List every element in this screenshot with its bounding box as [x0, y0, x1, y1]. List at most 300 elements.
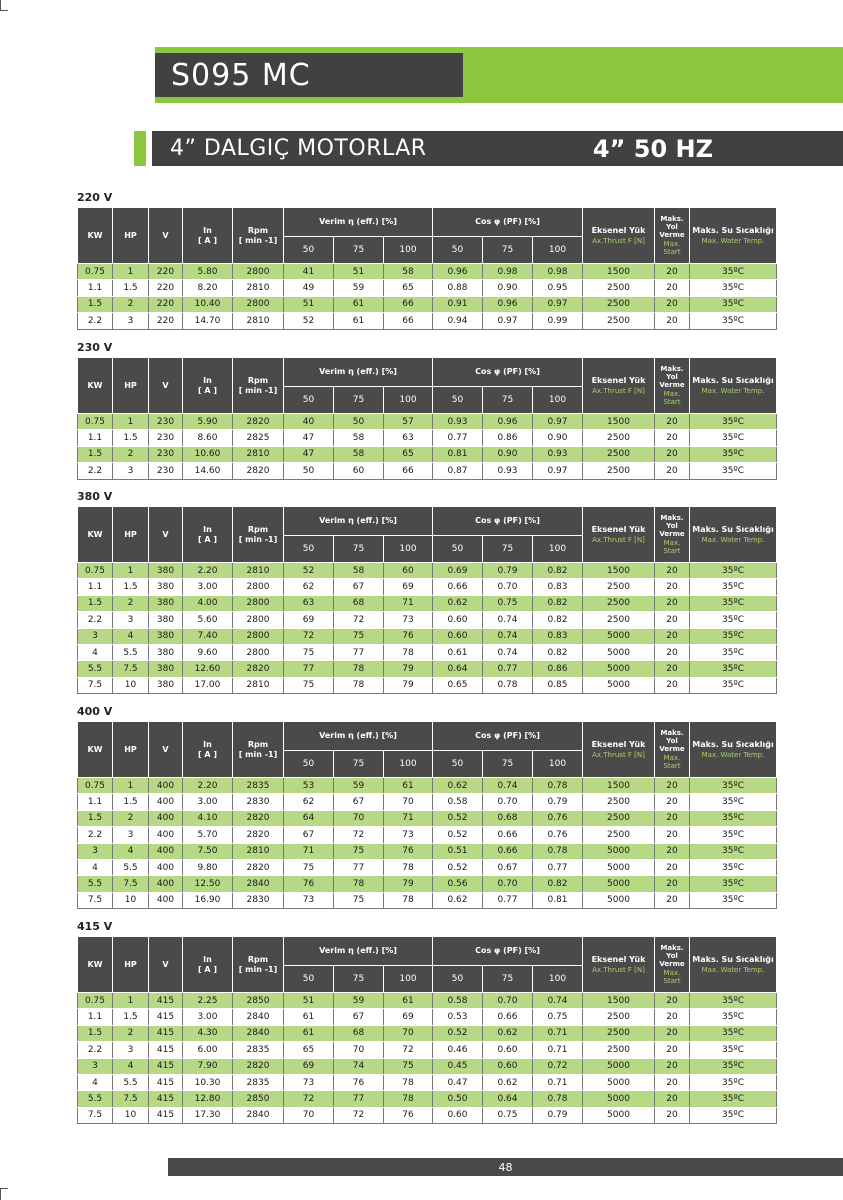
- col-load-100: 100: [384, 751, 433, 778]
- table-cell: 20: [655, 661, 690, 677]
- table-cell: 2850: [233, 1091, 284, 1107]
- table-cell: 0.97: [533, 414, 583, 430]
- table-cell: 35ºC: [690, 595, 777, 611]
- table-cell: 20: [655, 1058, 690, 1074]
- table-cell: 0.60: [433, 612, 483, 628]
- table-cell: 20: [655, 595, 690, 611]
- table-cell: 57: [384, 414, 433, 430]
- col-water-temp: [690, 507, 777, 563]
- table-cell: 53: [284, 778, 334, 794]
- table-cell: 51: [334, 264, 384, 280]
- col-load-100: 100: [533, 237, 583, 264]
- table-cell: 0.77: [483, 661, 533, 677]
- table-cell: 0.90: [533, 430, 583, 446]
- col-thrust-en: Ax.Thrust F [N]: [592, 236, 645, 245]
- table-cell: 0.66: [483, 1009, 533, 1025]
- table-cell: 0.94: [433, 313, 483, 329]
- table-cell: 59: [334, 993, 384, 1009]
- table-cell: 3: [113, 827, 149, 843]
- col-start-en: Max. Start: [663, 968, 681, 985]
- spec-table: [77, 506, 777, 694]
- table-cell: 0.72: [533, 1058, 583, 1074]
- table-cell: 52: [284, 313, 334, 329]
- col-load-50: 50: [284, 751, 334, 778]
- table-cell: 75: [384, 1058, 433, 1074]
- table-cell: 0.93: [533, 446, 583, 462]
- table-cell: 2800: [233, 264, 284, 280]
- table-cell: 73: [284, 1074, 334, 1090]
- table-cell: 66: [384, 313, 433, 329]
- col-load-50: 50: [433, 237, 483, 264]
- table-cell: 49: [284, 280, 334, 296]
- table-cell: 2820: [233, 810, 284, 826]
- col-start-en: Max. Start: [663, 753, 681, 770]
- table-cell: 0.70: [483, 794, 533, 810]
- table-cell: 35ºC: [690, 677, 777, 693]
- col-load-100: 100: [533, 387, 583, 414]
- col-load-100: 100: [384, 387, 433, 414]
- col-thrust-tr: Eksenel Yük: [591, 226, 646, 236]
- table-cell: 9.60: [183, 644, 233, 660]
- table-cell: 35ºC: [690, 661, 777, 677]
- table-cell: 2500: [583, 612, 655, 628]
- table-cell: 0.60: [433, 1107, 483, 1123]
- col-rpm-unit: [ min -1]: [238, 964, 278, 974]
- table-cell: 7.5: [113, 661, 149, 677]
- table-cell: 0.90: [483, 446, 533, 462]
- col-load-75: 75: [334, 536, 384, 563]
- crop-mark-top-h: [0, 10, 8, 11]
- table-cell: 35ºC: [690, 1074, 777, 1090]
- table-cell: 20: [655, 794, 690, 810]
- table-cell: 415: [149, 1091, 183, 1107]
- col-load-50: 50: [433, 966, 483, 993]
- table-cell: 2810: [233, 313, 284, 329]
- table-cell: 72: [334, 612, 384, 628]
- table-row: [78, 1107, 777, 1123]
- col-hp: HP: [113, 358, 149, 414]
- table-cell: 5000: [583, 661, 655, 677]
- table-cell: 52: [284, 563, 334, 579]
- table-cell: 2.2: [78, 463, 113, 479]
- table-cell: 35ºC: [690, 579, 777, 595]
- table-cell: 1.1: [78, 1009, 113, 1025]
- table-cell: 35ºC: [690, 993, 777, 1009]
- table-cell: 0.61: [433, 644, 483, 660]
- col-water-tr: Maks. Su Sıcaklığı: [692, 955, 774, 965]
- col-rpm-unit: [ min -1]: [238, 385, 278, 395]
- table-cell: 0.71: [533, 1042, 583, 1058]
- table-cell: 2.2: [78, 1042, 113, 1058]
- table-cell: 75: [284, 677, 334, 693]
- table-cell: 5000: [583, 1091, 655, 1107]
- table-cell: 230: [149, 430, 183, 446]
- table-cell: 0.87: [433, 463, 483, 479]
- table-cell: 7.5: [113, 1091, 149, 1107]
- table-cell: 67: [334, 1009, 384, 1025]
- table-cell: 2840: [233, 1107, 284, 1123]
- col-in-label: In: [203, 376, 212, 386]
- table-cell: 2820: [233, 859, 284, 875]
- table-cell: 1.1: [78, 579, 113, 595]
- table-cell: 220: [149, 296, 183, 312]
- col-v: V: [149, 937, 183, 993]
- table-cell: 5.70: [183, 827, 233, 843]
- table-cell: 66: [384, 296, 433, 312]
- table-cell: 0.93: [483, 463, 533, 479]
- col-load-75: 75: [483, 387, 533, 414]
- table-cell: 50: [334, 414, 384, 430]
- col-power-factor: Cos φ (PF) [%]: [433, 208, 583, 237]
- table-cell: 400: [149, 778, 183, 794]
- spec-table: [77, 357, 777, 480]
- table-cell: 0.90: [483, 280, 533, 296]
- col-in: [183, 507, 233, 563]
- col-load-75: 75: [334, 387, 384, 414]
- table-cell: 2835: [233, 778, 284, 794]
- table-cell: 400: [149, 876, 183, 892]
- table-cell: 40: [284, 414, 334, 430]
- col-thrust-tr: Eksenel Yük: [591, 740, 646, 750]
- table-cell: 79: [384, 677, 433, 693]
- table-cell: 2500: [583, 296, 655, 312]
- table-cell: 4: [113, 628, 149, 644]
- table-row: [78, 1091, 777, 1107]
- table-cell: 35ºC: [690, 1091, 777, 1107]
- table-cell: 0.82: [533, 644, 583, 660]
- table-cell: 415: [149, 993, 183, 1009]
- table-cell: 415: [149, 1074, 183, 1090]
- table-cell: 2500: [583, 579, 655, 595]
- col-rpm-unit: [ min -1]: [238, 749, 278, 759]
- col-start-en: Max. Start: [663, 389, 681, 406]
- table-cell: 61: [334, 313, 384, 329]
- spec-table: [77, 721, 777, 909]
- table-cell: 3: [78, 1058, 113, 1074]
- table-cell: 0.46: [433, 1042, 483, 1058]
- table-cell: 35ºC: [690, 843, 777, 859]
- table-cell: 20: [655, 859, 690, 875]
- table-cell: 20: [655, 843, 690, 859]
- table-cell: 16.90: [183, 892, 233, 908]
- table-cell: 58: [384, 264, 433, 280]
- col-efficiency: Verim η (eff.) [%]: [284, 937, 433, 966]
- table-cell: 4: [78, 644, 113, 660]
- col-load-75: 75: [483, 536, 533, 563]
- col-load-100: 100: [533, 966, 583, 993]
- table-cell: 0.77: [483, 892, 533, 908]
- table-cell: 20: [655, 628, 690, 644]
- table-cell: 35ºC: [690, 463, 777, 479]
- table-cell: 10: [113, 892, 149, 908]
- table-cell: 415: [149, 1107, 183, 1123]
- table-cell: 14.60: [183, 463, 233, 479]
- table-row: [78, 661, 777, 677]
- col-kw: KW: [78, 358, 113, 414]
- table-cell: 73: [384, 612, 433, 628]
- col-start-tr: Maks. Yol Verme: [659, 729, 685, 754]
- table-cell: 70: [284, 1107, 334, 1123]
- table-cell: 2500: [583, 1025, 655, 1041]
- table-cell: 67: [334, 579, 384, 595]
- table-cell: 35ºC: [690, 612, 777, 628]
- table-cell: 2800: [233, 628, 284, 644]
- table-cell: 2810: [233, 563, 284, 579]
- table-cell: 0.47: [433, 1074, 483, 1090]
- col-in-unit: [ A ]: [197, 385, 218, 395]
- table-cell: 20: [655, 414, 690, 430]
- voltage-label: 230 V: [77, 341, 113, 354]
- table-row: [78, 993, 777, 1009]
- table-cell: 3: [78, 843, 113, 859]
- col-start-tr: Maks. Yol Verme: [659, 944, 685, 969]
- table-cell: 78: [384, 644, 433, 660]
- table-cell: 71: [384, 595, 433, 611]
- table-cell: 2800: [233, 579, 284, 595]
- table-cell: 59: [334, 778, 384, 794]
- table-cell: 4.10: [183, 810, 233, 826]
- table-cell: 1500: [583, 778, 655, 794]
- table-cell: 5.5: [113, 859, 149, 875]
- table-cell: 69: [284, 1058, 334, 1074]
- table-cell: 0.50: [433, 1091, 483, 1107]
- table-cell: 35ºC: [690, 859, 777, 875]
- table-cell: 71: [384, 810, 433, 826]
- col-load-50: 50: [433, 751, 483, 778]
- table-cell: 35ºC: [690, 280, 777, 296]
- col-start-tr: Maks. Yol Verme: [659, 215, 685, 240]
- col-rpm-unit: [ min -1]: [238, 534, 278, 544]
- table-cell: 230: [149, 446, 183, 462]
- col-thrust-tr: Eksenel Yük: [591, 376, 646, 386]
- table-cell: 35ºC: [690, 414, 777, 430]
- table-cell: 0.75: [483, 595, 533, 611]
- table-cell: 2500: [583, 430, 655, 446]
- table-cell: 77: [284, 661, 334, 677]
- col-start-en: Max. Start: [663, 239, 681, 256]
- table-cell: 69: [384, 1009, 433, 1025]
- col-rpm: [233, 507, 284, 563]
- table-cell: 20: [655, 313, 690, 329]
- table-cell: 0.74: [483, 778, 533, 794]
- table-cell: 35ºC: [690, 313, 777, 329]
- table-cell: 0.62: [433, 595, 483, 611]
- subtitle-accent: [134, 131, 146, 166]
- table-row: [78, 280, 777, 296]
- table-cell: 4: [78, 859, 113, 875]
- table-cell: 7.5: [78, 892, 113, 908]
- table-cell: 2835: [233, 1042, 284, 1058]
- table-cell: 2820: [233, 463, 284, 479]
- col-hp: HP: [113, 937, 149, 993]
- table-row: [78, 677, 777, 693]
- table-cell: 0.86: [483, 430, 533, 446]
- col-rpm-label: Rpm: [247, 740, 269, 750]
- col-water-temp: [690, 358, 777, 414]
- table-cell: 0.82: [533, 595, 583, 611]
- table-cell: 0.56: [433, 876, 483, 892]
- table-cell: 0.51: [433, 843, 483, 859]
- table-cell: 76: [284, 876, 334, 892]
- table-cell: 76: [384, 628, 433, 644]
- table-row: [78, 579, 777, 595]
- table-row: [78, 827, 777, 843]
- page-footer: [168, 1158, 843, 1176]
- table-cell: 3: [113, 463, 149, 479]
- table-cell: 2500: [583, 1042, 655, 1058]
- table-cell: 4.00: [183, 595, 233, 611]
- table-cell: 12.60: [183, 661, 233, 677]
- col-power-factor: Cos φ (PF) [%]: [433, 358, 583, 387]
- table-cell: 380: [149, 677, 183, 693]
- table-row: [78, 778, 777, 794]
- col-efficiency: Verim η (eff.) [%]: [284, 722, 433, 751]
- table-cell: 400: [149, 810, 183, 826]
- table-cell: 2840: [233, 1009, 284, 1025]
- table-row: [78, 876, 777, 892]
- table-cell: 20: [655, 1107, 690, 1123]
- col-efficiency: Verim η (eff.) [%]: [284, 507, 433, 536]
- col-load-75: 75: [483, 237, 533, 264]
- table-cell: 0.74: [483, 612, 533, 628]
- table-row: [78, 296, 777, 312]
- table-cell: 20: [655, 463, 690, 479]
- col-load-50: 50: [284, 966, 334, 993]
- table-cell: 2: [113, 296, 149, 312]
- table-cell: 78: [384, 859, 433, 875]
- table-row: [78, 1009, 777, 1025]
- table-cell: 1.5: [113, 280, 149, 296]
- table-cell: 380: [149, 661, 183, 677]
- table-cell: 2800: [233, 296, 284, 312]
- table-cell: 20: [655, 264, 690, 280]
- table-cell: 415: [149, 1009, 183, 1025]
- table-cell: 2500: [583, 794, 655, 810]
- table-row: [78, 430, 777, 446]
- table-cell: 7.90: [183, 1058, 233, 1074]
- table-cell: 2.25: [183, 993, 233, 1009]
- table-cell: 1500: [583, 264, 655, 280]
- col-rpm-label: Rpm: [247, 226, 269, 236]
- table-cell: 20: [655, 430, 690, 446]
- table-cell: 2.20: [183, 778, 233, 794]
- table-cell: 7.40: [183, 628, 233, 644]
- table-cell: 6.00: [183, 1042, 233, 1058]
- table-cell: 35ºC: [690, 644, 777, 660]
- table-cell: 5000: [583, 892, 655, 908]
- table-cell: 70: [334, 1042, 384, 1058]
- table-row: [78, 810, 777, 826]
- table-cell: 2820: [233, 661, 284, 677]
- table-cell: 65: [384, 280, 433, 296]
- table-cell: 35ºC: [690, 1107, 777, 1123]
- col-max-start: [655, 937, 690, 993]
- table-cell: 415: [149, 1025, 183, 1041]
- table-cell: 0.78: [533, 843, 583, 859]
- table-cell: 1.5: [113, 430, 149, 446]
- table-cell: 20: [655, 563, 690, 579]
- table-cell: 0.78: [533, 778, 583, 794]
- spec-table: [77, 207, 777, 330]
- table-cell: 1.5: [113, 1009, 149, 1025]
- spec-table: [77, 936, 777, 1124]
- table-cell: 73: [284, 892, 334, 908]
- table-cell: 400: [149, 843, 183, 859]
- col-rpm-label: Rpm: [247, 955, 269, 965]
- col-in: [183, 937, 233, 993]
- col-load-75: 75: [334, 966, 384, 993]
- col-max-start: [655, 722, 690, 778]
- table-cell: 0.96: [483, 296, 533, 312]
- table-cell: 0.62: [483, 1025, 533, 1041]
- table-cell: 8.60: [183, 430, 233, 446]
- col-power-factor: Cos φ (PF) [%]: [433, 722, 583, 751]
- table-cell: 5000: [583, 628, 655, 644]
- table-row: [78, 1042, 777, 1058]
- table-cell: 35ºC: [690, 563, 777, 579]
- table-cell: 78: [334, 876, 384, 892]
- table-cell: 67: [334, 794, 384, 810]
- col-water-en: Max. Water Temp.: [701, 386, 765, 395]
- table-cell: 20: [655, 1009, 690, 1025]
- col-water-temp: [690, 722, 777, 778]
- table-cell: 75: [284, 859, 334, 875]
- table-cell: 0.78: [483, 677, 533, 693]
- col-in-label: In: [203, 525, 212, 535]
- col-thrust-en: Ax.Thrust F [N]: [592, 535, 645, 544]
- table-cell: 0.82: [533, 612, 583, 628]
- table-cell: 75: [334, 628, 384, 644]
- table-row: [78, 414, 777, 430]
- table-cell: 10.60: [183, 446, 233, 462]
- col-start-tr: Maks. Yol Verme: [659, 514, 685, 539]
- table-cell: 0.76: [533, 827, 583, 843]
- table-cell: 0.60: [483, 1058, 533, 1074]
- table-cell: 1500: [583, 993, 655, 1009]
- table-cell: 0.97: [483, 313, 533, 329]
- table-row: [78, 446, 777, 462]
- table-cell: 75: [334, 843, 384, 859]
- table-cell: 1500: [583, 414, 655, 430]
- table-cell: 0.53: [433, 1009, 483, 1025]
- table-cell: 1.5: [78, 296, 113, 312]
- table-cell: 4: [113, 1058, 149, 1074]
- table-cell: 5.60: [183, 612, 233, 628]
- table-cell: 3.00: [183, 1009, 233, 1025]
- col-load-50: 50: [284, 387, 334, 414]
- col-thrust-en: Ax.Thrust F [N]: [592, 750, 645, 759]
- table-cell: 51: [284, 296, 334, 312]
- col-water-temp: [690, 208, 777, 264]
- col-kw: KW: [78, 507, 113, 563]
- table-cell: 1.5: [113, 794, 149, 810]
- table-cell: 35ºC: [690, 1025, 777, 1041]
- table-cell: 5.80: [183, 264, 233, 280]
- table-cell: 2820: [233, 827, 284, 843]
- table-row: [78, 463, 777, 479]
- table-cell: 66: [384, 463, 433, 479]
- table-cell: 7.5: [113, 876, 149, 892]
- table-cell: 0.86: [533, 661, 583, 677]
- table-cell: 0.75: [483, 1107, 533, 1123]
- table-cell: 50: [284, 463, 334, 479]
- table-cell: 0.68: [483, 810, 533, 826]
- table-cell: 5000: [583, 644, 655, 660]
- table-cell: 380: [149, 579, 183, 595]
- table-cell: 0.97: [533, 296, 583, 312]
- table-cell: 61: [384, 778, 433, 794]
- table-cell: 35ºC: [690, 264, 777, 280]
